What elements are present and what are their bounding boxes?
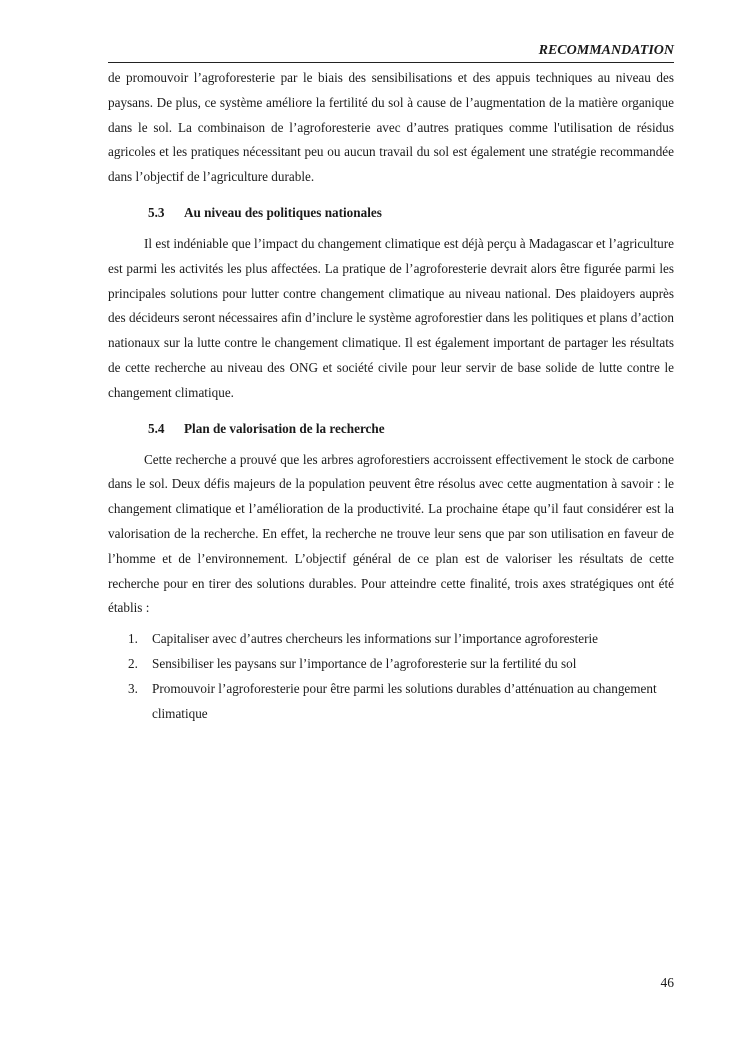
- list-item-text: Capitaliser avec d’autres chercheurs les informations sur l’importance agroforesterie: [152, 631, 598, 647]
- list-item: [108, 627, 674, 652]
- list-item: [108, 652, 674, 677]
- list-item-text: Promouvoir l’agroforesterie pour être parmi les solutions durables d’atténuation au changement climatique: [152, 680, 657, 721]
- section-number: 5.3: [148, 204, 165, 220]
- running-header: RECOMMANDATION: [538, 43, 674, 58]
- list-item-number: 1.: [128, 631, 138, 647]
- section-number: 5.4: [148, 420, 165, 436]
- paragraph-valorisation-plan: Cette recherche a prouvé que les arbres agroforestiers accroissent effectivement le stock de carbone dans le sol. Deux défis majeurs de la population peuvent être résolus avec cette augmentation à savoir : le changement climatique et l’amélioration de la productivité. La prochaine étape qu’il faut considérer est la valorisation de la recherche. En effet, la recherche ne trouve leur sens que par son utilisation en faveur de l’homme et de l’environnement. L’objectif général de ce plan est de valoriser les résultats de cette recherche pour en tirer des solutions durables. Pour atteindre cette finalité, trois axes stratégiques ont été établis :: [108, 451, 674, 616]
- section-heading-5-3: [108, 190, 674, 226]
- list-item-number: 3.: [128, 680, 138, 696]
- strategic-axes-list: [108, 627, 674, 726]
- paragraph-continuation: de promouvoir l’agroforesterie par le biais des sensibilisations et des appuis techniques au niveau des paysans. De plus, ce système améliore la fertilité du sol à cause de l’augmentation de la matière organique dans le sol. La combinaison de l’agroforesterie avec d’autres pratiques comme l'utilisation de résidus agricoles et les pratiques nécessitant peu ou aucun travail du sol est également une stratégie recommandée dans l’objectif de l’agriculture durable.: [108, 70, 674, 185]
- list-item-number: 2.: [128, 655, 138, 671]
- section-heading-5-4: [108, 406, 674, 442]
- list-item: [108, 677, 674, 727]
- page-number: 46: [660, 975, 674, 990]
- paragraph-national-policies: Il est indéniable que l’impact du changement climatique est déjà perçu à Madagascar et l’agriculture est parmi les activités les plus affectées. La pratique de l’agroforesterie devrait alors être figurée parmi les principales solutions pour lutter contre changement climatique au niveau national. Des plaidoyers auprès des décideurs seront nécessaires afin d’inclure le système agroforestier dans les politiques et plans d’action nationaux sur la lutte contre le changement climatique. Il est également important de partager les résultats de cette recherche au niveau des ONG et société civile pour leur servir de base solide de lutte contre le changement climatique.: [108, 235, 674, 400]
- page-body: [108, 66, 674, 726]
- section-title: Au niveau des politiques nationales: [184, 204, 382, 220]
- section-title: Plan de valorisation de la recherche: [184, 420, 385, 436]
- list-item-text: Sensibiliser les paysans sur l’importance de l’agroforesterie sur la fertilité du sol: [152, 655, 577, 671]
- header-rule: [108, 62, 674, 63]
